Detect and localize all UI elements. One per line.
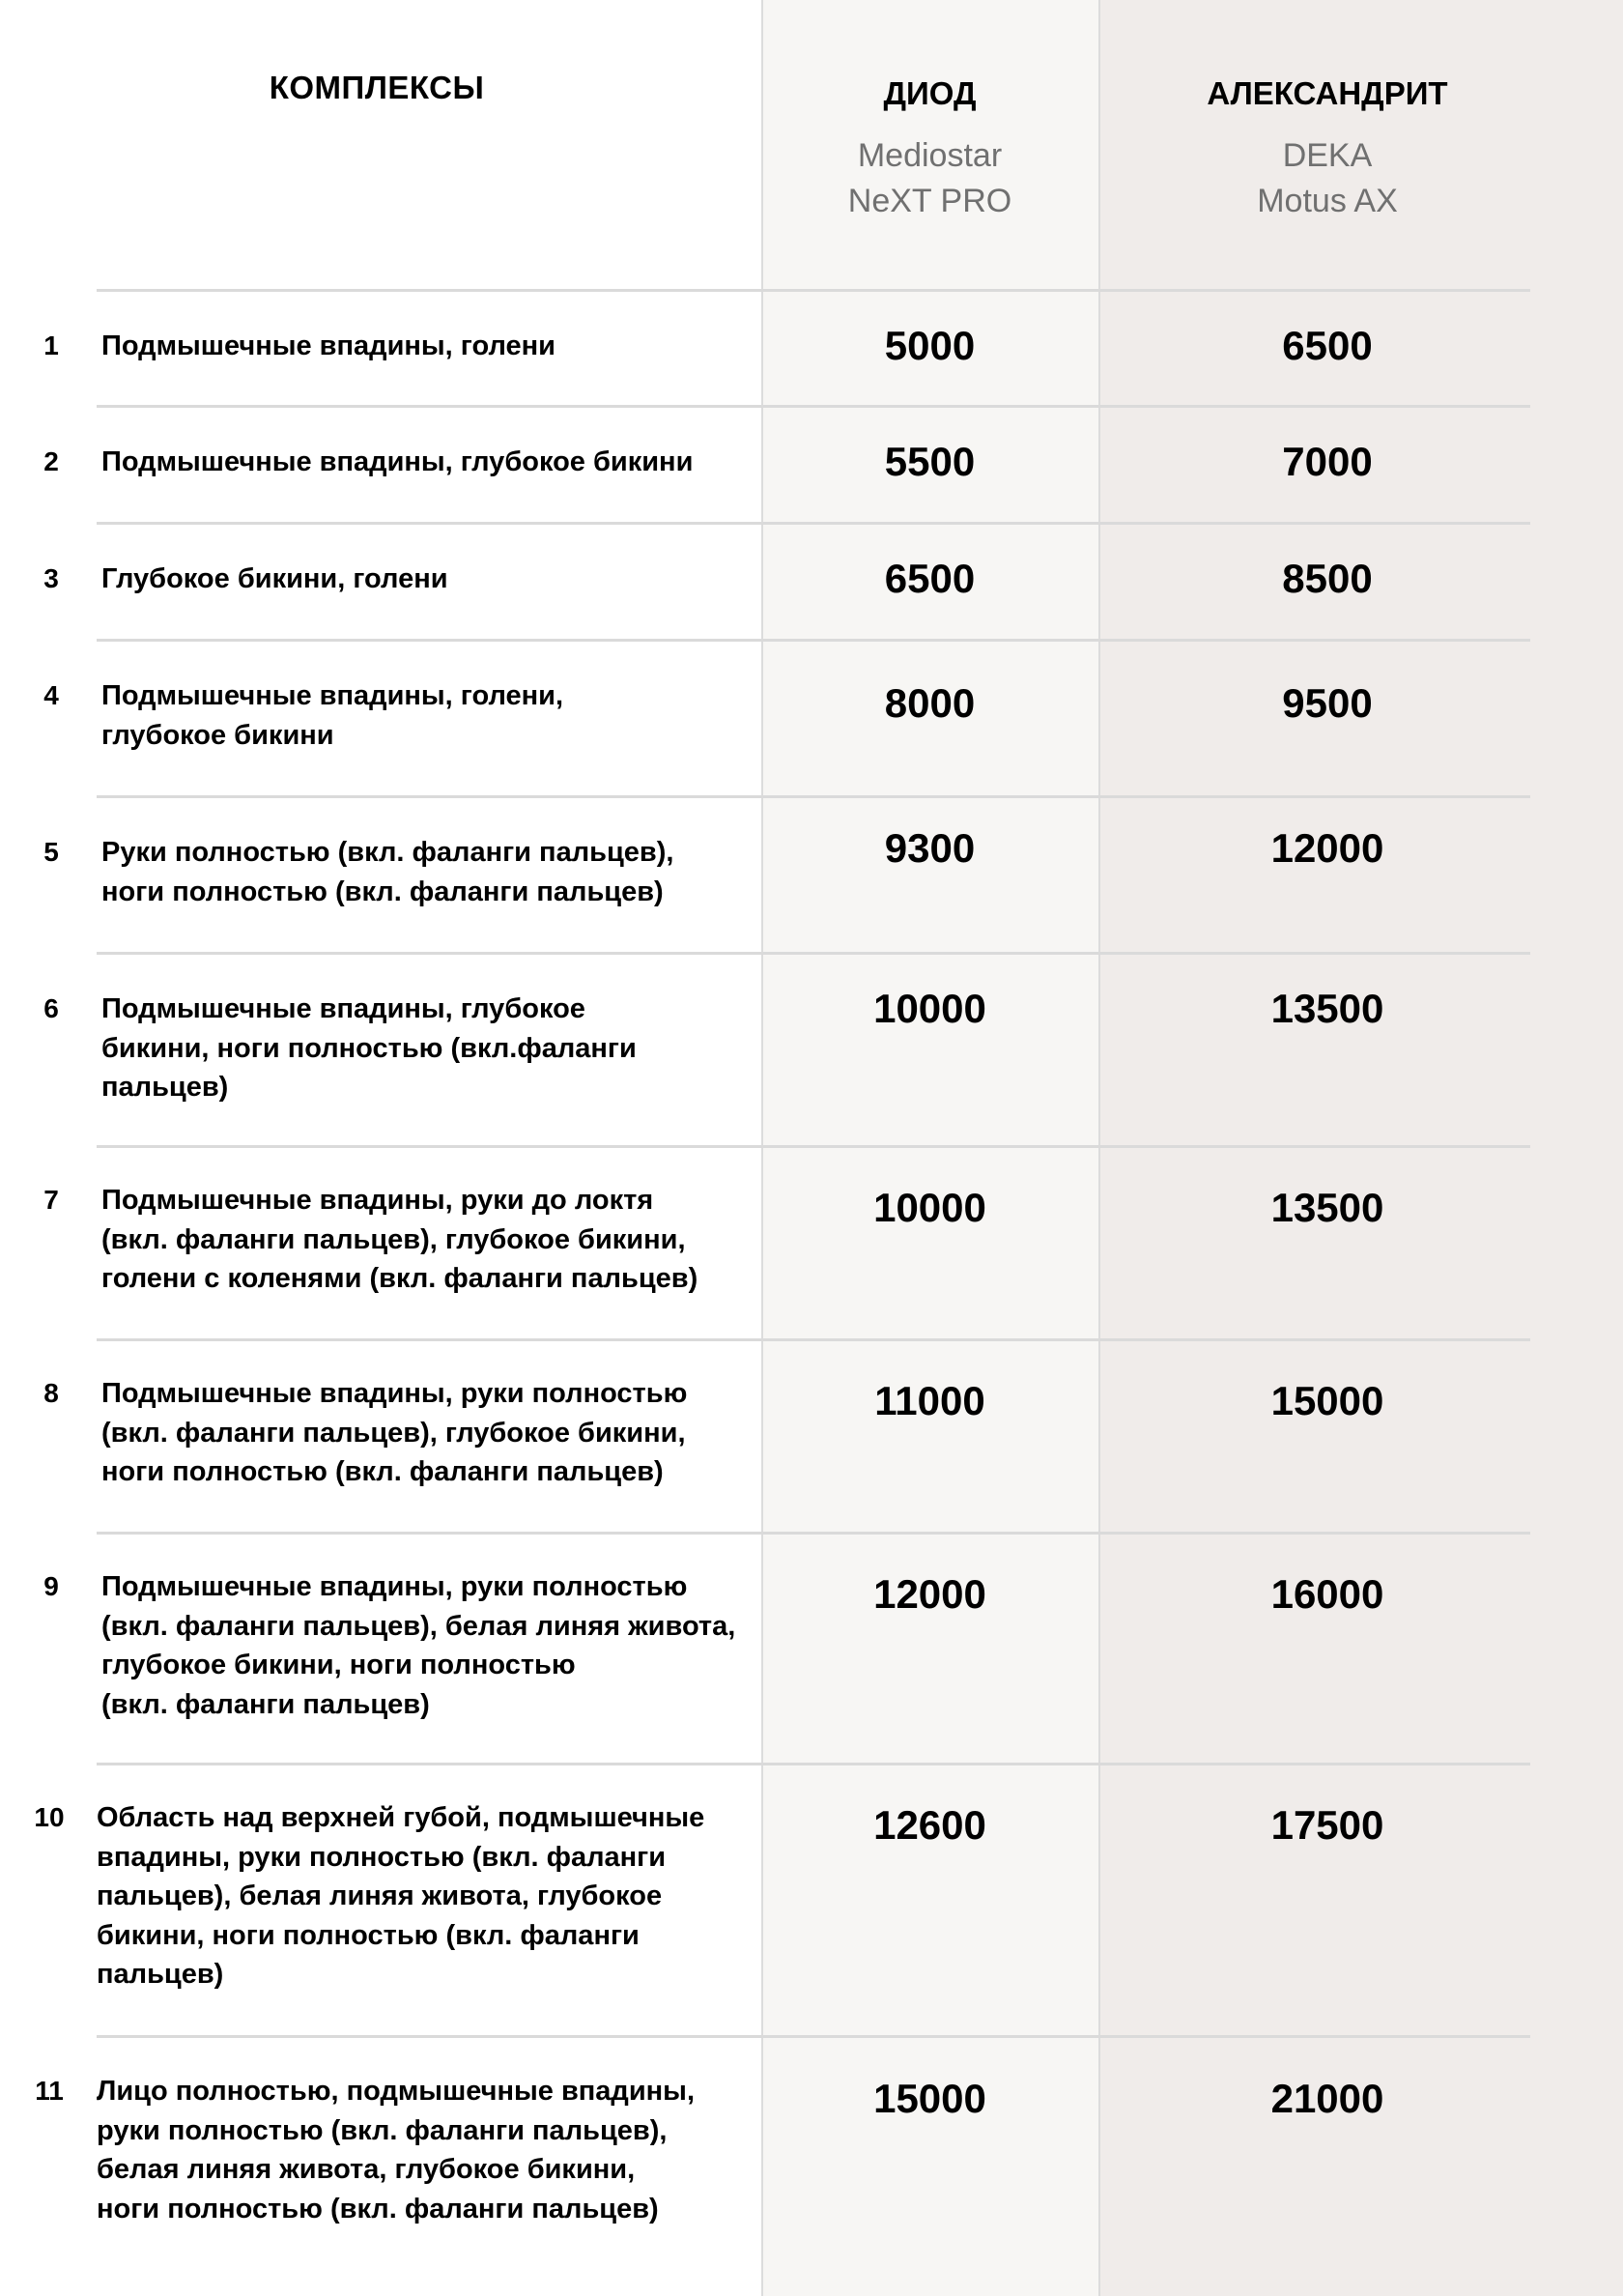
alexandrite-column-header bbox=[1098, 75, 1556, 224]
row-number: 7 bbox=[43, 1185, 59, 1215]
diod-price: 5500 bbox=[884, 439, 976, 484]
diod-price: 12600 bbox=[873, 1802, 986, 1848]
diod-device-line1: Mediostar bbox=[857, 137, 1003, 174]
row-number: 1 bbox=[43, 330, 59, 360]
diod-price: 15000 bbox=[873, 2076, 986, 2121]
row-divider bbox=[97, 289, 1530, 292]
row-divider bbox=[97, 795, 1530, 798]
row-divider bbox=[97, 1338, 1530, 1341]
alexandrite-price: 8500 bbox=[1282, 556, 1373, 601]
row-divider bbox=[97, 2035, 1530, 2038]
row-number: 2 bbox=[43, 446, 59, 476]
row-divider bbox=[97, 1532, 1530, 1535]
diod-price: 10000 bbox=[873, 1185, 986, 1230]
row-divider bbox=[97, 639, 1530, 642]
row-number: 3 bbox=[43, 563, 59, 593]
row-number: 9 bbox=[43, 1571, 59, 1601]
row-divider bbox=[97, 1763, 1530, 1765]
row-divider bbox=[97, 522, 1530, 525]
diod-price: 10000 bbox=[873, 986, 986, 1031]
diod-column-header bbox=[761, 75, 1098, 224]
row-description: Подмышечные впадины, руки полностью (вкл. фаланги пальцев), белая линяя живота, глубокое бикини, ноги полностью (вкл. фаланги пальцев) bbox=[101, 1571, 736, 1720]
row-description: Глубокое бикини, голени bbox=[101, 563, 448, 594]
alexandrite-title: АЛЕКСАНДРИТ bbox=[1207, 75, 1448, 111]
complexes-column-header: КОМПЛЕКСЫ bbox=[269, 70, 485, 105]
alexandrite-price: 7000 bbox=[1282, 439, 1373, 484]
row-description: Подмышечные впадины, руки до локтя (вкл. фаланги пальцев), глубокое бикини, голени с коленями (вкл. фаланги пальцев) bbox=[101, 1185, 698, 1294]
alexandrite-price: 16000 bbox=[1270, 1571, 1384, 1617]
alexandrite-price: 21000 bbox=[1270, 2076, 1384, 2121]
row-description: Подмышечные впадины, голени bbox=[101, 330, 555, 361]
alexandrite-price: 17500 bbox=[1270, 1802, 1384, 1848]
alexandrite-device-line1: DEKA bbox=[1282, 137, 1373, 174]
diod-price: 6500 bbox=[884, 556, 976, 601]
row-description: Область над верхней губой, подмышечные впадины, руки полностью (вкл. фаланги пальцев), белая линяя живота, глубокое бикини, ноги полностью (вкл. фаланги пальцев) bbox=[97, 1802, 705, 1990]
alexandrite-price: 12000 bbox=[1270, 825, 1384, 871]
row-divider bbox=[97, 952, 1530, 955]
alexandrite-price: 13500 bbox=[1270, 986, 1384, 1031]
row-description: Лицо полностью, подмышечные впадины, руки полностью (вкл. фаланги пальцев), белая линяя живота, глубокое бикини, ноги полностью (вкл. фаланги пальцев) bbox=[97, 2076, 695, 2224]
diod-device-line2: NeXT PRO bbox=[847, 183, 1012, 219]
row-number: 4 bbox=[43, 680, 59, 710]
row-number: 6 bbox=[43, 993, 59, 1023]
diod-price: 12000 bbox=[873, 1571, 986, 1617]
row-number: 8 bbox=[43, 1378, 59, 1408]
row-divider bbox=[97, 405, 1530, 408]
row-description: Подмышечные впадины, голени, глубокое бикини bbox=[101, 680, 564, 751]
alexandrite-device-line2: Motus AX bbox=[1257, 183, 1398, 219]
diod-price: 9300 bbox=[884, 825, 976, 871]
row-description: Подмышечные впадины, глубокое бикини bbox=[101, 446, 694, 477]
alexandrite-price: 13500 bbox=[1270, 1185, 1384, 1230]
row-description: Подмышечные впадины, глубокое бикини, ноги полностью (вкл.фаланги пальцев) bbox=[101, 993, 637, 1103]
diod-price: 5000 bbox=[884, 323, 976, 368]
row-number: 10 bbox=[34, 1802, 65, 1832]
diod-price: 8000 bbox=[884, 680, 976, 726]
diod-title: ДИОД bbox=[883, 75, 977, 111]
row-number: 5 bbox=[43, 837, 59, 867]
alexandrite-price: 6500 bbox=[1282, 323, 1373, 368]
row-number: 11 bbox=[35, 2076, 64, 2106]
alexandrite-price: 15000 bbox=[1270, 1378, 1384, 1423]
diod-price: 11000 bbox=[874, 1378, 985, 1423]
row-description: Руки полностью (вкл. фаланги пальцев), ноги полностью (вкл. фаланги пальцев) bbox=[101, 837, 674, 907]
row-description: Подмышечные впадины, руки полностью (вкл. фаланги пальцев), глубокое бикини, ноги полностью (вкл. фаланги пальцев) bbox=[101, 1378, 688, 1487]
alexandrite-price: 9500 bbox=[1282, 680, 1373, 726]
row-divider bbox=[97, 1145, 1530, 1148]
